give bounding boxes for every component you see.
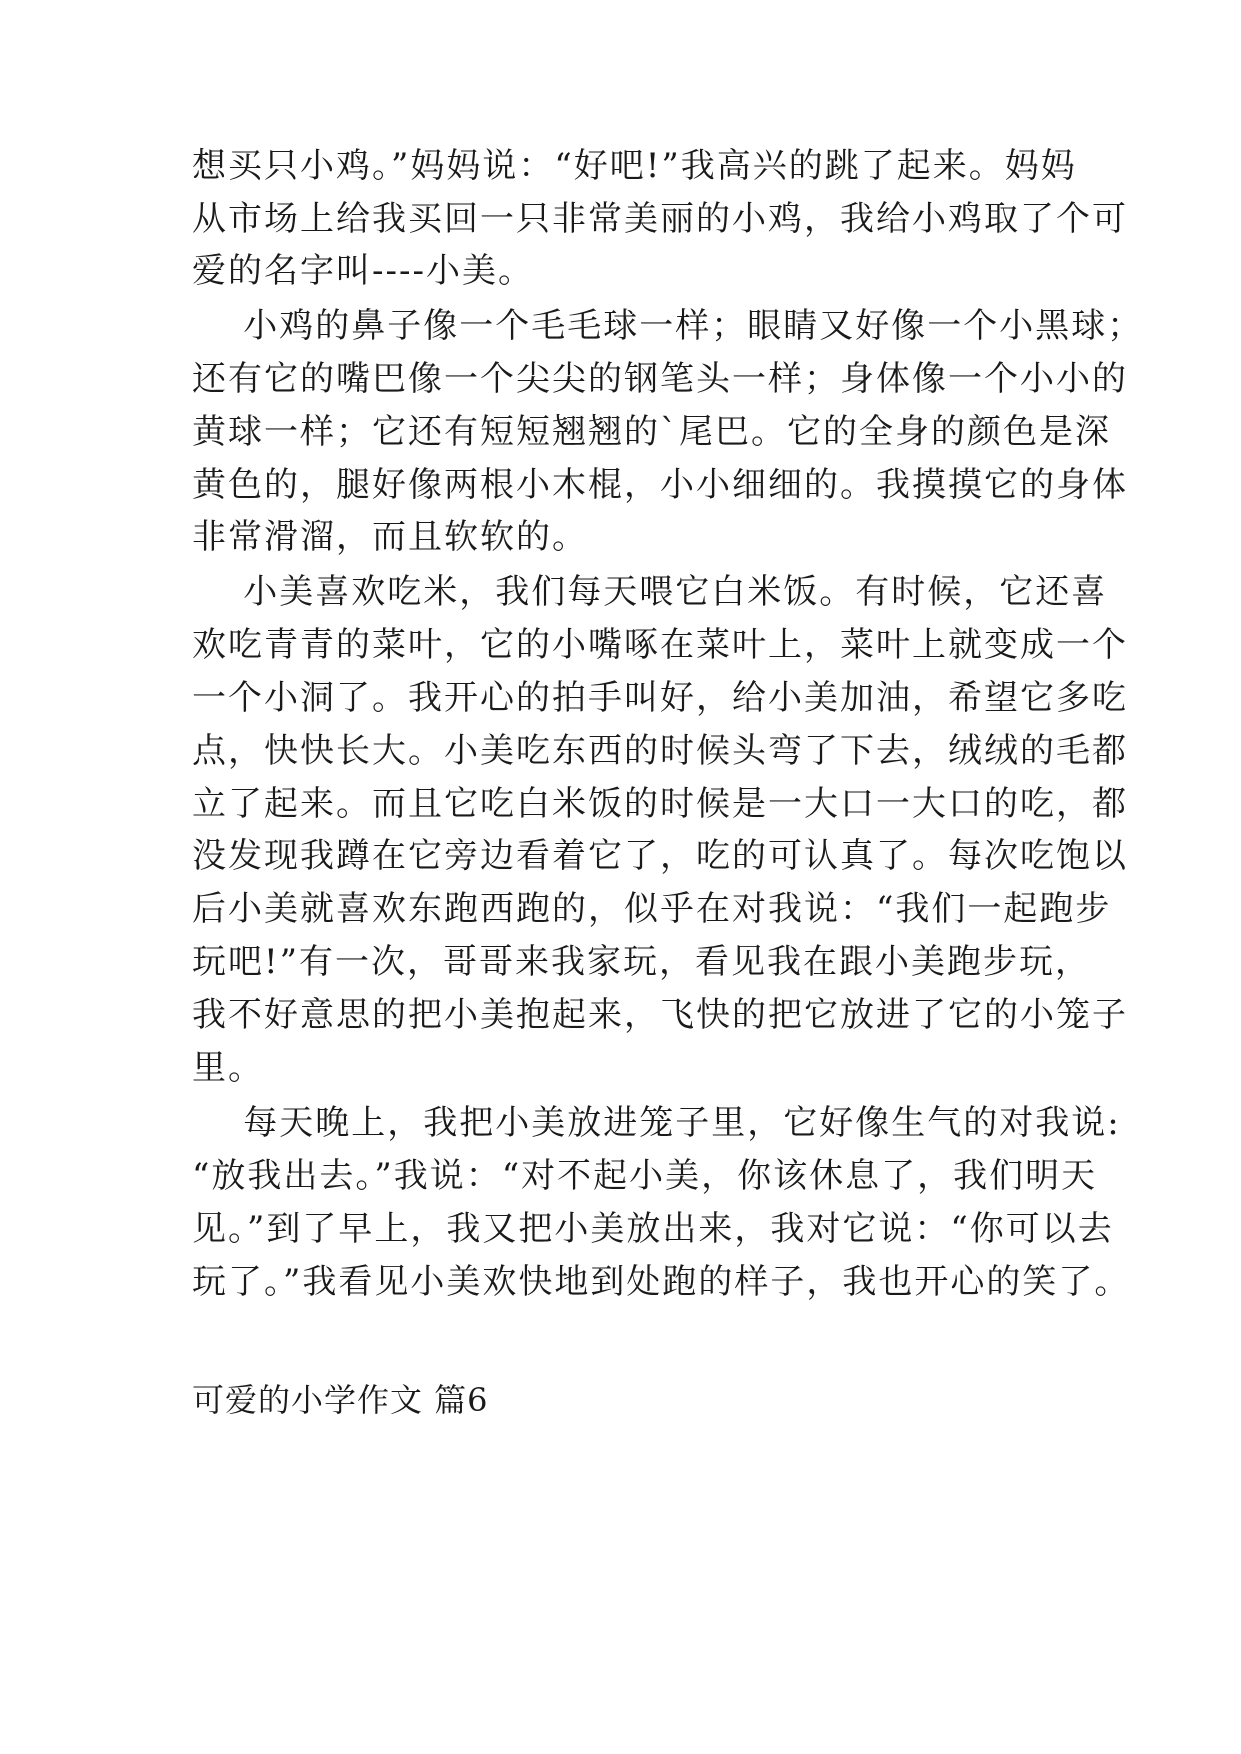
document-page bbox=[192, 0, 1144, 1754]
text-line: “放我出去。”我说：“对不起小美，你该休息了，我们明天 bbox=[192, 1156, 1098, 1196]
text-line: 小鸡的鼻子像一个毛毛球一样；眼睛又好像一个小黑球； bbox=[192, 306, 1144, 346]
text-line: 从市场上给我买回一只非常美丽的小鸡，我给小鸡取了个可 bbox=[192, 199, 1128, 239]
text-line: 非常滑溜，而且软软的。 bbox=[192, 517, 588, 557]
text-line: 我不好意思的把小美抱起来，飞快的把它放进了它的小笼子 bbox=[192, 995, 1128, 1035]
text-line: 里。 bbox=[192, 1048, 264, 1088]
text-line: 还有它的嘴巴像一个尖尖的钢笔头一样；身体像一个小小的 bbox=[192, 359, 1128, 399]
text-line: 黄色的，腿好像两根小木棍，小小细细的。我摸摸它的身体 bbox=[192, 465, 1128, 505]
text-line: 立了起来。而且它吃白米饭的时候是一大口一大口的吃，都 bbox=[192, 784, 1128, 824]
text-line: 见。”到了早上，我又把小美放出来，我对它说：“你可以去 bbox=[192, 1209, 1114, 1249]
text-line: 黄球一样；它还有短短翘翘的`尾巴。它的全身的颜色是深 bbox=[192, 412, 1111, 452]
text-line: 玩了。”我看见小美欢快地到处跑的样子，我也开心的笑了。 bbox=[192, 1262, 1131, 1302]
text-line: 想买只小鸡。”妈妈说：“好吧!”我高兴的跳了起来。妈妈 bbox=[192, 146, 1077, 186]
text-line: 每天晚上，我把小美放进笼子里，它好像生气的对我说: bbox=[192, 1103, 1121, 1143]
section-heading: 可爱的小学作文 篇6 bbox=[192, 1381, 489, 1419]
text-line: 后小美就喜欢东跑西跑的，似乎在对我说：“我们一起跑步 bbox=[192, 889, 1112, 929]
text-line: 一个小洞了。我开心的拍手叫好，给小美加油，希望它多吃 bbox=[192, 678, 1128, 718]
text-line: 玩吧!”有一次，哥哥来我家玩，看见我在跟小美跑步玩， bbox=[192, 942, 1092, 982]
text-line: 小美喜欢吃米，我们每天喂它白米饭。有时候，它还喜 bbox=[192, 572, 1108, 612]
text-line: 爱的名字叫----小美。 bbox=[192, 251, 534, 291]
text-line: 没发现我蹲在它旁边看着它了，吃的可认真了。每次吃饱以 bbox=[192, 836, 1128, 876]
text-line: 欢吃青青的菜叶，它的小嘴啄在菜叶上，菜叶上就变成一个 bbox=[192, 625, 1128, 665]
text-line: 点，快快长大。小美吃东西的时候头弯了下去，绒绒的毛都 bbox=[192, 731, 1128, 771]
